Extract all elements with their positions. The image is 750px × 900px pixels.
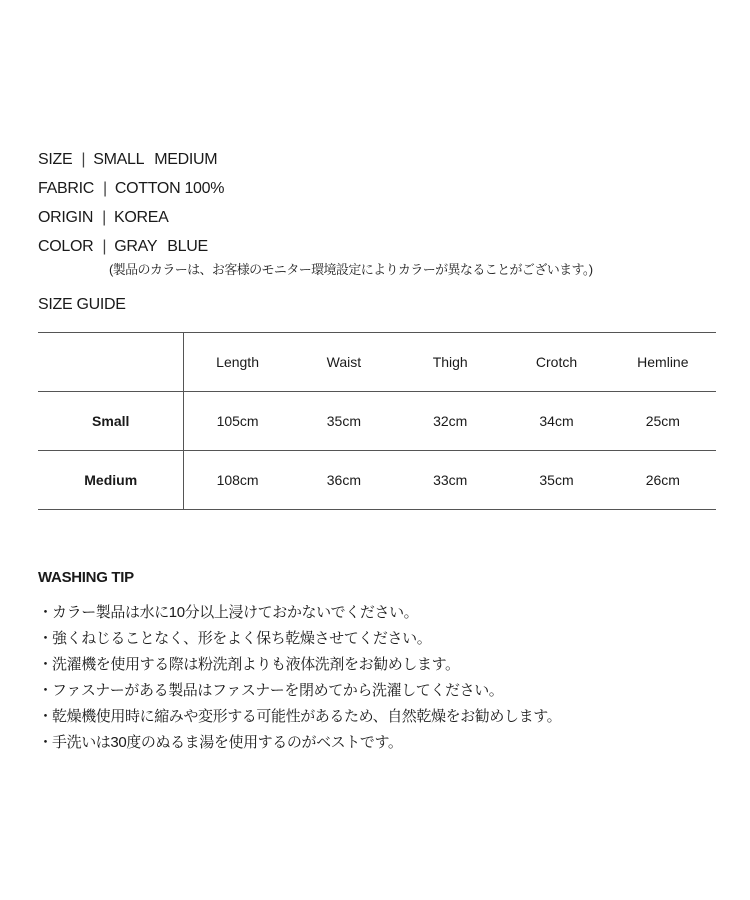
tip-text: 洗濯機を使用する際は粉洗剤よりも液体洗剤をお勧めします。	[52, 656, 460, 673]
list-item	[38, 652, 561, 678]
spec-separator: |	[103, 180, 107, 197]
bullet-icon: ・	[38, 682, 53, 699]
column-header-length: Length	[184, 333, 291, 392]
bullet-icon: ・	[38, 604, 53, 621]
washing-tip-list	[38, 600, 561, 756]
table-cell: 26cm	[610, 451, 716, 510]
table-cell: 36cm	[291, 451, 397, 510]
row-header-small: Small	[38, 392, 184, 451]
spec-value: BLUE	[167, 238, 208, 255]
spec-label: COLOR	[38, 238, 94, 255]
color-note: (製品のカラーは、お客様のモニター環境設定によりカラーが異なることがございます。)	[109, 262, 593, 277]
list-item	[38, 678, 561, 704]
tip-text: 乾燥機使用時に縮みや変形する可能性があるため、自然乾燥をお勧めします。	[52, 708, 562, 725]
size-guide-table	[38, 332, 716, 510]
table-header-row	[38, 333, 716, 392]
list-item	[38, 704, 561, 730]
column-header-hemline: Hemline	[610, 333, 716, 392]
column-header-thigh: Thigh	[397, 333, 503, 392]
table-row	[38, 451, 716, 510]
table-cell: 105cm	[184, 392, 291, 451]
size-guide-title: SIZE GUIDE	[38, 296, 126, 313]
list-item	[38, 600, 561, 626]
spec-color	[38, 237, 208, 257]
tip-text: 手洗いは30度のぬるま湯を使用するのがベストです。	[52, 734, 403, 751]
spec-value: SMALL	[93, 151, 145, 168]
bullet-icon: ・	[38, 734, 53, 751]
spec-separator: |	[81, 151, 86, 168]
table-cell: 35cm	[503, 451, 609, 510]
spec-separator: |	[102, 238, 107, 255]
bullet-icon: ・	[38, 630, 53, 647]
spec-value: GRAY	[114, 238, 158, 255]
tip-text: カラー製品は水に10分以上浸けておかないでください。	[52, 604, 419, 621]
table-cell: 34cm	[503, 392, 609, 451]
table-cell: 35cm	[291, 392, 397, 451]
spec-label: FABRIC	[38, 180, 94, 197]
spec-fabric	[38, 179, 224, 199]
column-header-crotch: Crotch	[503, 333, 609, 392]
tip-text: ファスナーがある製品はファスナーを閉めてから洗濯してください。	[52, 682, 504, 699]
table-cell: 32cm	[397, 392, 503, 451]
spec-label: ORIGIN	[38, 209, 94, 226]
table-corner-cell	[38, 333, 184, 392]
column-header-waist: Waist	[291, 333, 397, 392]
spec-label: SIZE	[38, 151, 73, 168]
table-row	[38, 392, 716, 451]
list-item	[38, 730, 561, 756]
spec-value: KOREA	[113, 209, 169, 226]
washing-tip-title: WASHING TIP	[38, 569, 134, 586]
spec-separator: |	[102, 209, 106, 226]
spec-size	[38, 150, 217, 170]
list-item	[38, 626, 561, 652]
bullet-icon: ・	[38, 708, 53, 725]
table-cell: 108cm	[184, 451, 291, 510]
bullet-icon: ・	[38, 656, 53, 673]
table-cell: 25cm	[610, 392, 716, 451]
spec-value: MEDIUM	[154, 151, 218, 168]
table-cell: 33cm	[397, 451, 503, 510]
spec-value: COTTON 100%	[114, 180, 225, 197]
row-header-medium: Medium	[38, 451, 184, 510]
spec-origin	[38, 208, 168, 228]
tip-text: 強くねじることなく、形をよく保ち乾燥させてください。	[52, 630, 432, 647]
